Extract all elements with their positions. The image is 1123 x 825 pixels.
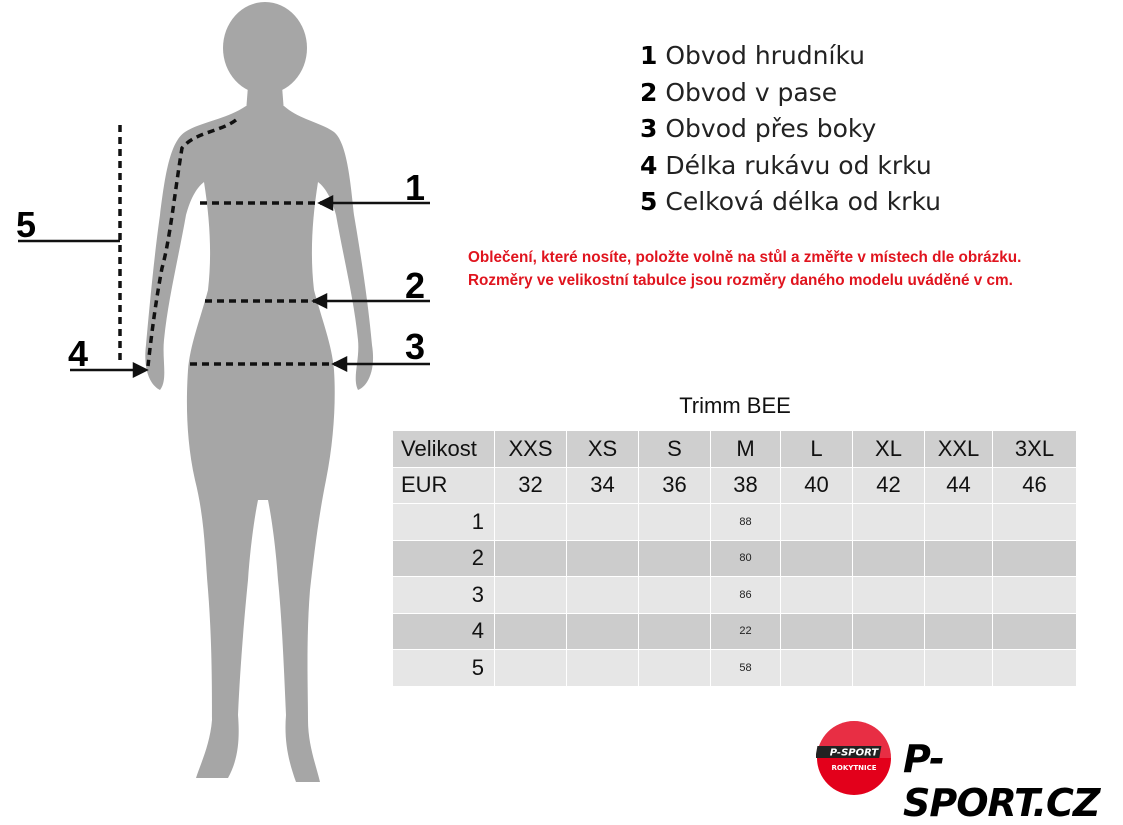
measurement-cell — [495, 540, 567, 577]
eur-cell: 40 — [781, 467, 853, 504]
size-header-cell: S — [639, 431, 711, 468]
measurement-cell: 80 — [711, 540, 781, 577]
marker-3: 3 — [405, 326, 426, 367]
eur-cell: 36 — [639, 467, 711, 504]
measurement-cell — [781, 613, 853, 650]
measurement-cell — [781, 504, 853, 541]
size-header-cell: 3XL — [993, 431, 1077, 468]
legend-num: 3 — [640, 114, 658, 144]
measurement-cell: 88 — [711, 504, 781, 541]
p-sport-logo — [816, 720, 892, 796]
measurement-cell — [925, 577, 993, 614]
table-row — [393, 540, 1077, 577]
eur-cell: 46 — [993, 467, 1077, 504]
eur-cell: 42 — [853, 467, 925, 504]
measurement-cell — [925, 504, 993, 541]
legend-num: 1 — [640, 41, 658, 70]
measurement-cell — [639, 540, 711, 577]
legend-text: Délka rukávu od krku — [665, 150, 932, 180]
size-header-cell: L — [781, 431, 853, 468]
table-row — [393, 504, 1077, 541]
legend-text: Obvod hrudníku — [665, 41, 865, 70]
measurement-cell — [853, 540, 925, 577]
measurement-cell: 22 — [711, 613, 781, 650]
legend-item — [640, 148, 941, 185]
measurement-cell — [495, 650, 567, 687]
measurement-cell — [781, 577, 853, 614]
eur-cell: 34 — [567, 467, 639, 504]
measurement-cell — [925, 540, 993, 577]
legend-num: 4 — [640, 150, 658, 180]
table-row — [393, 650, 1077, 687]
measurement-cell — [993, 650, 1077, 687]
measurement-cell — [567, 504, 639, 541]
measurement-cell — [567, 540, 639, 577]
size-header-cell: M — [711, 431, 781, 468]
logo-badge-top: P-SPORT — [829, 747, 879, 759]
measurement-cell — [993, 540, 1077, 577]
marker-2: 2 — [405, 265, 426, 306]
measurement-cell — [993, 613, 1077, 650]
measurement-cell — [925, 650, 993, 687]
size-header-row — [393, 431, 1077, 468]
size-header-cell: XL — [853, 431, 925, 468]
measurement-legend — [640, 38, 941, 221]
body-silhouette — [145, 2, 373, 782]
legend-text: Obvod přes boky — [665, 114, 877, 144]
logo-badge-bottom: ROKYTNICE — [831, 764, 877, 772]
measurement-cell — [853, 613, 925, 650]
legend-text: Obvod v pase — [665, 77, 838, 107]
row-label: 3 — [393, 577, 495, 614]
row-label: 2 — [393, 540, 495, 577]
measurement-cell — [495, 613, 567, 650]
legend-num: 2 — [640, 77, 658, 107]
measurement-note — [468, 246, 1118, 292]
legend-item — [640, 184, 941, 221]
row-label: 5 — [393, 650, 495, 687]
measurement-cell — [853, 650, 925, 687]
legend-item — [640, 38, 941, 75]
brand-name: P-SPORT.CZ — [903, 737, 1100, 825]
row-label: 4 — [393, 613, 495, 650]
measurement-cell — [781, 540, 853, 577]
measurement-cell — [495, 504, 567, 541]
measurement-cell — [993, 577, 1077, 614]
legend-item — [640, 75, 941, 112]
marker-5: 5 — [16, 204, 37, 245]
note-line-1: Oblečení, které nosíte, položte volně na stůl a změřte v místech dle obrázku. — [468, 249, 1022, 266]
measurement-cell — [993, 504, 1077, 541]
measurement-cell — [567, 577, 639, 614]
measurement-cell — [567, 650, 639, 687]
size-header-cell: XXS — [495, 431, 567, 468]
note-line-2: Rozměry ve velikostní tabulce jsou rozměry daného modelu uváděné v cm. — [468, 272, 1013, 289]
eur-cell: 38 — [711, 467, 781, 504]
marker-1: 1 — [405, 167, 426, 208]
measurement-cell — [639, 577, 711, 614]
header-label: Velikost — [393, 431, 495, 468]
eur-row — [393, 467, 1077, 504]
size-header-cell: XXL — [925, 431, 993, 468]
legend-text: Celková délka od krku — [665, 187, 942, 217]
table-title: Trimm BEE — [679, 393, 791, 418]
table-row — [393, 577, 1077, 614]
eur-cell: 32 — [495, 467, 567, 504]
eur-cell: 44 — [925, 467, 993, 504]
measurement-cell — [639, 613, 711, 650]
size-table — [392, 430, 1077, 687]
marker-4: 4 — [68, 333, 89, 374]
table-row — [393, 613, 1077, 650]
size-header-cell: XS — [567, 431, 639, 468]
measurement-cell — [639, 650, 711, 687]
measurement-cell — [925, 613, 993, 650]
legend-item — [640, 111, 941, 148]
measurement-cell — [495, 577, 567, 614]
measurement-cell: 58 — [711, 650, 781, 687]
body-measurement-figure — [0, 0, 440, 794]
row-label: 1 — [393, 504, 495, 541]
legend-num: 5 — [640, 187, 658, 217]
eur-label: EUR — [393, 467, 495, 504]
measurement-cell — [853, 577, 925, 614]
measurement-cell: 86 — [711, 577, 781, 614]
measurement-cell — [567, 613, 639, 650]
measurement-cell — [639, 504, 711, 541]
measurement-cell — [781, 650, 853, 687]
measurement-cell — [853, 504, 925, 541]
